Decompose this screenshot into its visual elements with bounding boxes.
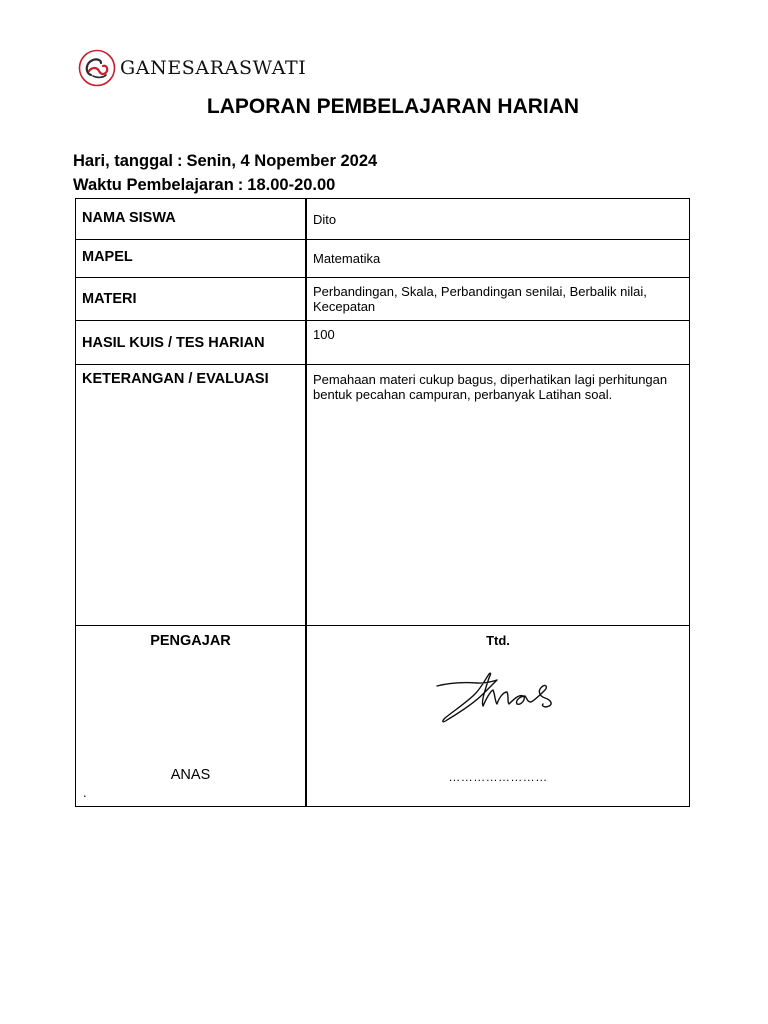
logo-text: GANESARASWATI <box>120 57 307 79</box>
ttd-label: Ttd. <box>486 633 510 648</box>
row-student <box>76 199 690 240</box>
evaluation-value-cell <box>306 365 690 626</box>
quiz-label: HASIL KUIS / TES HARIAN <box>82 335 265 351</box>
quiz-value-cell <box>306 321 690 365</box>
subject-label-cell <box>76 240 307 278</box>
quiz-value: 100 <box>313 327 335 342</box>
row-signature <box>76 626 690 807</box>
student-label: NAMA SISWA <box>82 210 176 226</box>
teacher-name: ANAS <box>170 767 211 783</box>
student-value: Dito <box>313 212 337 227</box>
dot-mark: . <box>83 785 87 800</box>
row-quiz <box>76 321 690 365</box>
teacher-cell <box>76 626 307 807</box>
time-value: 18.00-20.00 <box>247 176 336 194</box>
ganesaraswati-logo-icon <box>77 48 117 88</box>
row-subject <box>76 240 690 278</box>
evaluation-label-cell <box>76 365 307 626</box>
handwritten-signature <box>433 668 559 728</box>
subject-value-cell <box>306 240 690 278</box>
date-value: Senin, 4 Nopember 2024 <box>186 152 378 170</box>
material-label-cell <box>76 278 307 321</box>
evaluation-label: KETERANGAN / EVALUASI <box>82 371 269 387</box>
signature-cell <box>306 626 690 807</box>
subject-label: MAPEL <box>82 249 133 265</box>
row-material <box>76 278 690 321</box>
teacher-role-label: PENGAJAR <box>150 633 231 649</box>
date-line: Hari, tanggal : Senin, 4 Nopember 2024 <box>73 152 378 170</box>
date-label: Hari, tanggal <box>73 152 173 170</box>
signature-dots: …………………… <box>448 770 548 784</box>
time-label: Waktu Pembelajaran <box>73 176 234 194</box>
company-logo <box>77 48 306 88</box>
material-label: MATERI <box>82 291 137 307</box>
subject-value: Matematika <box>313 251 381 266</box>
row-evaluation <box>76 365 690 626</box>
page-title: LAPORAN PEMBELAJARAN HARIAN <box>206 95 580 118</box>
student-value-cell <box>306 199 690 240</box>
evaluation-value: Pemahaan materi cukup bagus, diperhatikan lagi perhitungan bentuk pecahan campuran, perbanyak Latihan soal. <box>313 372 668 402</box>
material-value-cell <box>306 278 690 321</box>
time-line: Waktu Pembelajaran : 18.00-20.00 <box>73 176 336 194</box>
material-value: Perbandingan, Skala, Perbandingan senilai, Berbalik nilai, Kecepatan <box>313 284 647 314</box>
quiz-label-cell <box>76 321 307 365</box>
report-table <box>75 198 690 807</box>
student-label-cell <box>76 199 307 240</box>
